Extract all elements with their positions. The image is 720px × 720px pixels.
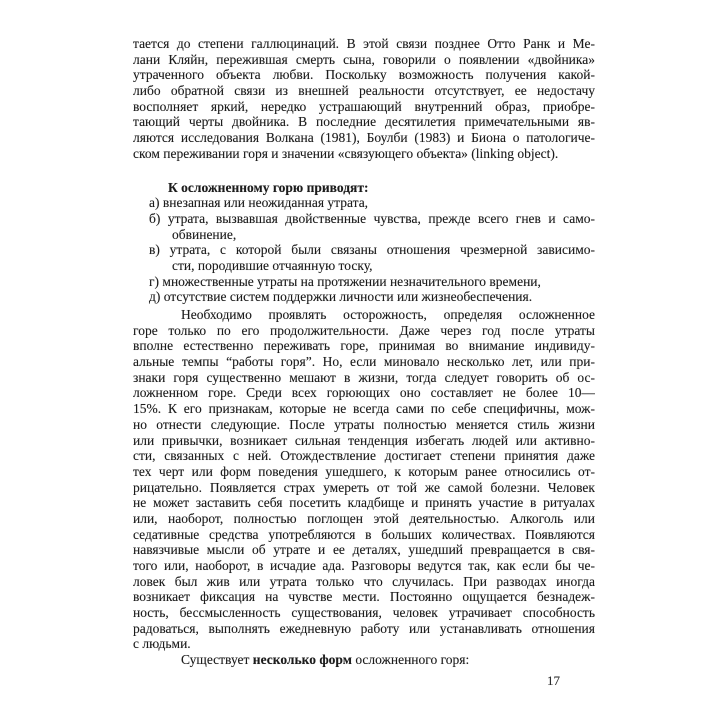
- text-line: [133, 114, 595, 130]
- heading-complicated-grief: [133, 180, 595, 196]
- bold-text: несколько форм: [252, 652, 352, 668]
- text-line: [133, 307, 595, 323]
- text-line: [133, 274, 595, 290]
- text: того или, наоборот, в исчадие ада. Разговоры ведутся так, как если бы че-: [133, 558, 595, 573]
- text-line: [133, 289, 595, 305]
- text-line: [133, 464, 595, 480]
- bold-text: К осложненному горю приводят:: [168, 179, 369, 195]
- text: ляются исследования Волкана (1981), Боулби (1983) и Биона о патологиче-: [133, 130, 595, 146]
- text: тающий черты двойника. В последние десятилетия примечательными яв-: [133, 114, 595, 130]
- text-line: [133, 574, 595, 590]
- paragraph-1: [133, 36, 595, 162]
- text-line: [133, 52, 595, 68]
- text-line: [133, 83, 595, 99]
- text-line: [133, 527, 595, 543]
- text-line: [133, 211, 595, 227]
- text: рицательно. Появляется страх умереть от той же самой болезни. Человек: [133, 479, 595, 495]
- text: Существует: [181, 652, 253, 668]
- text-line: [133, 323, 595, 339]
- text-line: [133, 511, 595, 527]
- text-line: [133, 67, 595, 83]
- text: тех черт или форм поведения ушедшего, к которым ранее относились от-: [133, 463, 595, 479]
- text: либо обратной связи из внешней реальности отсутствует, ее недостачу: [133, 83, 595, 99]
- text-block: [133, 36, 595, 668]
- text-line: [133, 180, 595, 196]
- text-line: [133, 227, 595, 243]
- text: вполне естественно переживать горе, принимая во внимание индивиду-: [133, 338, 595, 354]
- text: сти, породившие отчаянную тоску,: [172, 257, 373, 273]
- text-line: [133, 401, 595, 417]
- paragraph-2: [133, 307, 595, 652]
- text: или привычки, возникает сильная тенденция избегать людей или активно-: [133, 432, 595, 448]
- list-grief-causes: [133, 195, 595, 305]
- text-line: [133, 130, 595, 146]
- text-line: [133, 338, 595, 354]
- text-line: [133, 385, 595, 401]
- text: возникает фиксация на чувстве мести. Постоянно ощущается безнадеж-: [133, 589, 595, 605]
- text-line: [133, 258, 595, 274]
- text-line: [133, 146, 595, 162]
- text-line: [133, 621, 595, 637]
- paragraph-3: [133, 652, 595, 668]
- text: г) множественные утраты на протяжении незначительного времени,: [149, 273, 541, 289]
- text: альные темпы “работы горя”. Но, если миновало несколько лет, или при-: [133, 354, 595, 370]
- text: горе только по его продолжительности. Даже через год после утраты: [133, 322, 595, 338]
- text: б) утрата, вызвавшая двойственные чувства, прежде всего гнев и само-: [149, 210, 595, 226]
- text-line: [133, 605, 595, 621]
- text: ском переживании горя и значении «связующего объекта» (linking object).: [133, 145, 559, 161]
- text: навязчивые мысли об утрате и ее деталях, ушедший превращается в свя-: [133, 542, 595, 558]
- text-line: [133, 589, 595, 605]
- text: в) утрата, с которой были связаны отношения чрезмерной зависимо-: [149, 242, 595, 258]
- text: д) отсутствие систем поддержки личности или жизнеобеспечения.: [149, 289, 533, 305]
- text-line: [133, 636, 595, 652]
- text-line: [133, 480, 595, 496]
- text-line: [133, 652, 595, 668]
- text: обвинение,: [172, 226, 237, 242]
- text: ность, бессмысленность существования, человек утрачивает способность: [133, 605, 595, 621]
- text-line: [133, 370, 595, 386]
- text-line: [133, 433, 595, 449]
- text-line: [133, 242, 595, 258]
- text: седативные средства употребляются в больших количествах. Появляются: [133, 526, 595, 542]
- text: ложненном горе. Среди всех горюющих оно составляет не более 10—: [133, 385, 595, 401]
- text: утраченного объекта любви. Поскольку возможность получения какой-: [133, 67, 595, 83]
- text: осложненного горя:: [351, 652, 470, 668]
- text-line: [133, 195, 595, 211]
- text-line: [133, 448, 595, 464]
- text-line: [133, 354, 595, 370]
- text: с людьми.: [133, 636, 191, 652]
- page-number: 17: [547, 673, 560, 688]
- text: или, наоборот, полностью поглощен этой деятельностью. Алкоголь или: [133, 510, 595, 526]
- text-line: [133, 542, 595, 558]
- text: 15%. К его признакам, которые не всегда сами по себе специфичны, мож-: [133, 401, 595, 417]
- text-line: [133, 417, 595, 433]
- text: Необходимо проявлять осторожность, определяя осложненное: [181, 307, 595, 322]
- text-line: [133, 558, 595, 574]
- text: восполняет яркий, нередко устрашающий внутренний образ, приобре-: [133, 98, 595, 114]
- text-line: [133, 36, 595, 52]
- text: а) внезапная или неожиданная утрата,: [149, 195, 369, 211]
- text: ловек был жив или утрата только что случилась. При разводах иногда: [133, 573, 595, 589]
- text: лани Кляйн, пережившая смерть сына, говорили о появлении «двойника»: [133, 51, 595, 67]
- text: не может заставить себя посетить кладбище и принять участие в ритуалах: [133, 495, 595, 511]
- text-line: [133, 495, 595, 511]
- text-line: [133, 99, 595, 115]
- text: радоваться, выполнять ежедневную работу или устанавливать отношения: [133, 620, 595, 636]
- text: сти, связанных с ней. Отождествление достигает степени принятия даже: [133, 448, 595, 464]
- text: тается до степени галлюцинаций. В этой связи позднее Отто Ранк и Ме-: [133, 36, 595, 51]
- text: но отнести следующие. После утраты полностью меняется стиль жизни: [133, 416, 595, 432]
- text: знаки горя существенно мешают в жизни, тогда следует говорить об ос-: [133, 369, 595, 385]
